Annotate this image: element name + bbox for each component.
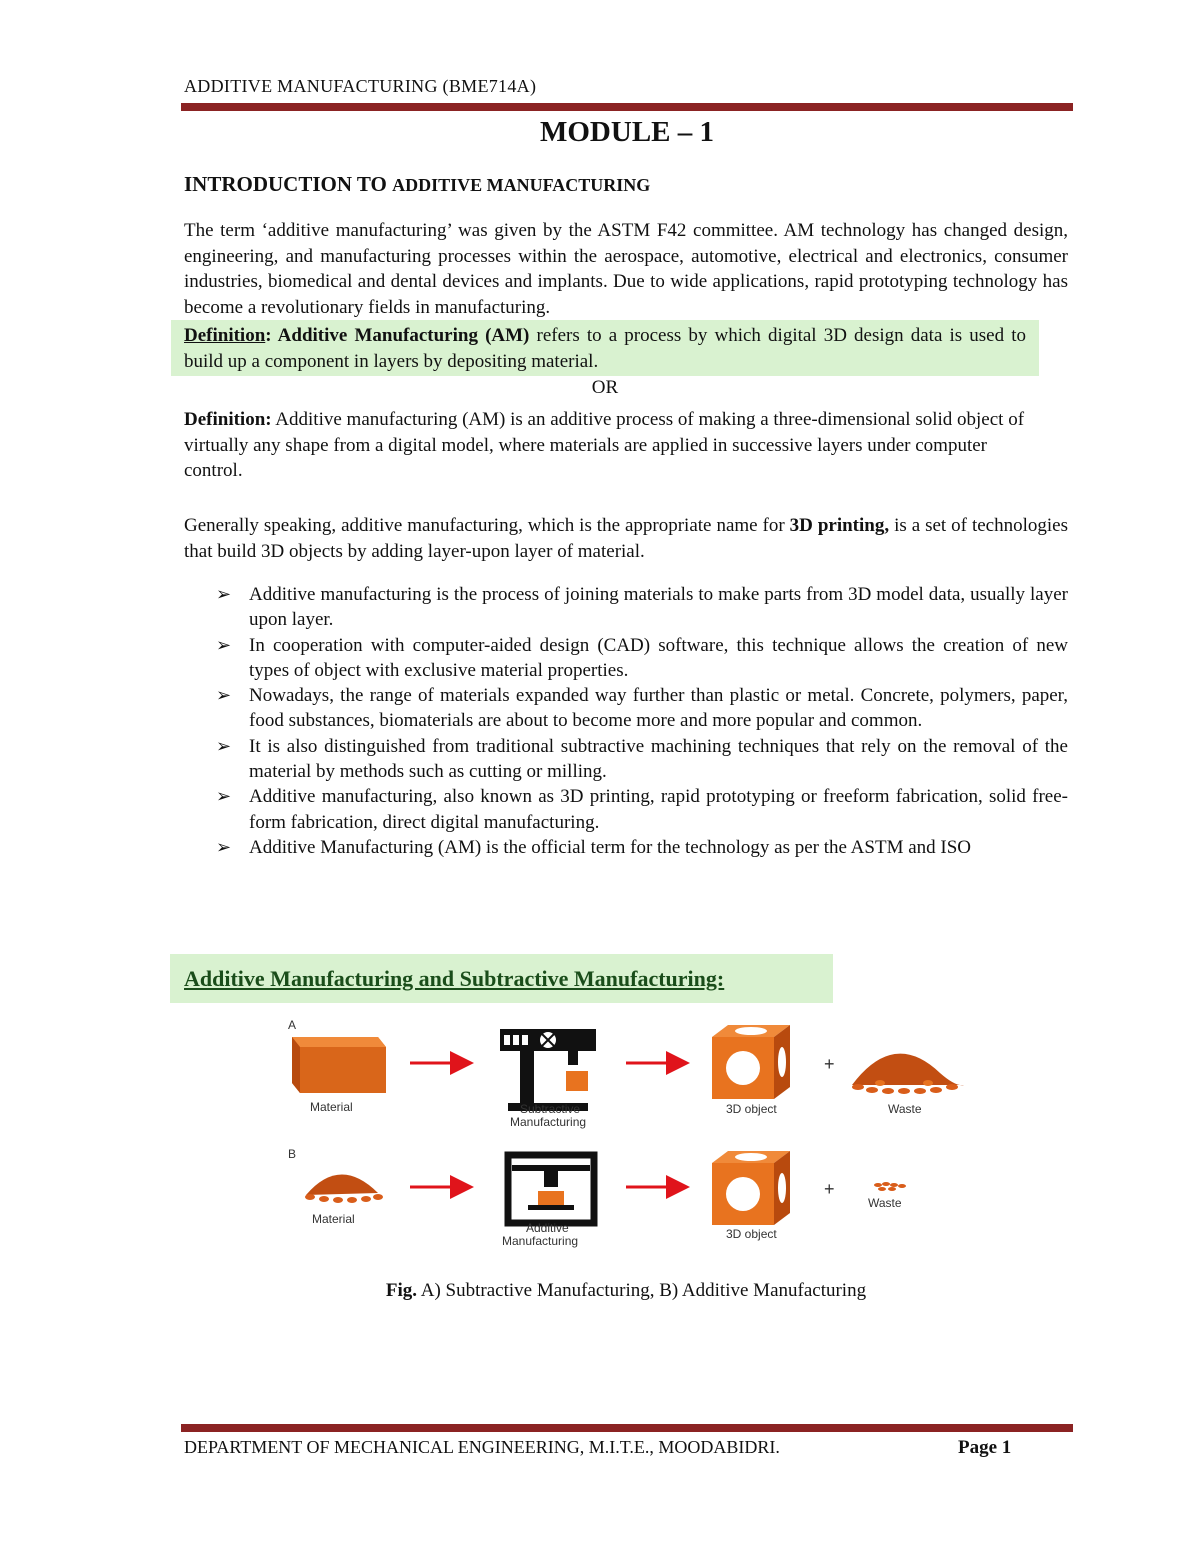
list-item-text: It is also distinguished from traditional subtractive machining techniques that rely on the removal of the material by methods such as cutting or milling. xyxy=(249,735,1068,783)
definition-2-label: Definition: xyxy=(184,409,272,430)
row-b-waste-label: Waste xyxy=(868,1196,902,1210)
list-item xyxy=(216,835,1068,860)
arrow-bullet-icon: ➢ xyxy=(216,786,232,807)
general-bold: 3D printing, xyxy=(789,515,890,536)
course-header: ADDITIVE MANUFACTURING (BME714A) xyxy=(184,76,537,96)
definition-1-label: Definition xyxy=(184,325,266,346)
row-b-process-label-2: Manufacturing xyxy=(502,1234,579,1248)
list-item-text: Additive manufacturing is the process of joining materials to make parts from 3D model data, usually layer upon layer. xyxy=(249,584,1068,631)
arrow-bullet-icon: ➢ xyxy=(216,836,232,857)
row-b-tag: B xyxy=(288,1147,297,1161)
department-footer: DEPARTMENT OF MECHANICAL ENGINEERING, M.I.T.E., MOODABIDRI. xyxy=(184,1437,780,1457)
row-b-process-label-1: Additive xyxy=(526,1221,569,1235)
subsection-title: Additive Manufacturing and Subtractive Manufacturing: xyxy=(184,966,725,991)
arrow-bullet-icon: ➢ xyxy=(216,735,232,756)
list-item-text: Additive manufacturing, also known as 3D printing, rapid prototyping or freeform fabrication, solid free-form fabrication, direct digital manufacturing. xyxy=(249,786,1068,833)
list-item xyxy=(216,683,1068,734)
3d-object-icon xyxy=(712,1151,790,1225)
definition-1-colon: : xyxy=(265,325,278,346)
module-title: MODULE – 1 xyxy=(540,116,714,148)
waste-pile-icon xyxy=(852,1054,964,1094)
general-before: Generally speaking, additive manufacturing, which is the appropriate name for xyxy=(184,515,790,536)
row-b-material-label: Material xyxy=(312,1212,355,1226)
list-item xyxy=(216,784,1068,835)
intro-paragraph: The term ‘additive manufacturing’ was given by the ASTM F42 committee. AM technology has changed design, engineering, and manufacturing processes within the aerospace, automotive, electrical and electronics, consumer industries, biomedical and dental devices and implants. Due to wide applications, rapid prototyping technology has become a revolutionary fields in manufacturing. xyxy=(184,220,1068,318)
figure-caption xyxy=(0,1280,1200,1302)
header-rule xyxy=(181,103,1073,111)
section-title-rest: ADDITIVE MANUFACTURING xyxy=(392,175,651,195)
row-a-tag: A xyxy=(288,1018,297,1032)
definition-1 xyxy=(184,323,1026,374)
list-item xyxy=(216,582,1068,633)
definition-2 xyxy=(184,407,1044,484)
definition-2-text: Additive manufacturing (AM) is an additive process of making a three-dimensional solid object of virtually any shape from a digital model, where materials are applied in successive layers under computer control. xyxy=(184,409,1025,481)
arrow-bullet-icon: ➢ xyxy=(216,584,232,604)
3d-printer-icon xyxy=(508,1155,594,1223)
manufacturing-figure xyxy=(280,1015,980,1255)
milling-machine-icon xyxy=(500,1029,596,1111)
row-a-material-label: Material xyxy=(310,1100,353,1114)
row-a-process-label-2: Manufacturing xyxy=(510,1115,587,1129)
row-b-object-label: 3D object xyxy=(726,1227,777,1241)
definition-1-term: Additive Manufacturing (AM) xyxy=(277,325,530,346)
small-waste-icon xyxy=(874,1182,906,1191)
list-item xyxy=(216,633,1068,684)
section-title-main: INTRODUCTION TO xyxy=(184,172,393,196)
page-number: Page 1 xyxy=(958,1437,1012,1458)
or-separator: OR xyxy=(591,377,619,398)
caption-bold: Fig. xyxy=(385,1280,418,1301)
list-item xyxy=(216,734,1068,785)
general-after: is a set of technologies that build 3D objects by adding layer-upon layer of material. xyxy=(184,515,1068,562)
list-item-text: In cooperation with computer-aided design (CAD) software, this technique allows the creation of new types of object with exclusive material properties. xyxy=(249,634,1068,681)
material-block-icon xyxy=(292,1037,386,1093)
row-a-waste-label: Waste xyxy=(888,1102,922,1116)
plus-sign: + xyxy=(824,1054,835,1074)
powder-material-icon xyxy=(305,1174,383,1203)
row-a-object-label: 3D object xyxy=(726,1102,777,1116)
list-item-text: Additive Manufacturing (AM) is the official term for the technology as per the ASTM and ISO xyxy=(249,836,972,858)
row-a-process-label-1: Subtractive xyxy=(520,1102,581,1116)
list-item-text: Nowadays, the range of materials expanded way further than plastic or metal. Concrete, polymers, paper, food substances, biomaterials are about to become more and more popular and common. xyxy=(249,685,1068,732)
general-paragraph xyxy=(184,513,1068,564)
footer-rule xyxy=(181,1424,1073,1432)
bullet-list xyxy=(216,582,1068,860)
plus-sign: + xyxy=(824,1179,835,1199)
section-title xyxy=(184,172,650,197)
caption-text: A) Subtractive Manufacturing, B) Additive Manufacturing xyxy=(417,1280,867,1301)
definition-1-text: refers to a process by which digital 3D design data is used to build up a component in layers by depositing material. xyxy=(184,325,1027,372)
arrow-bullet-icon: ➢ xyxy=(216,634,232,655)
3d-object-icon xyxy=(712,1025,790,1099)
arrow-bullet-icon: ➢ xyxy=(216,685,232,706)
